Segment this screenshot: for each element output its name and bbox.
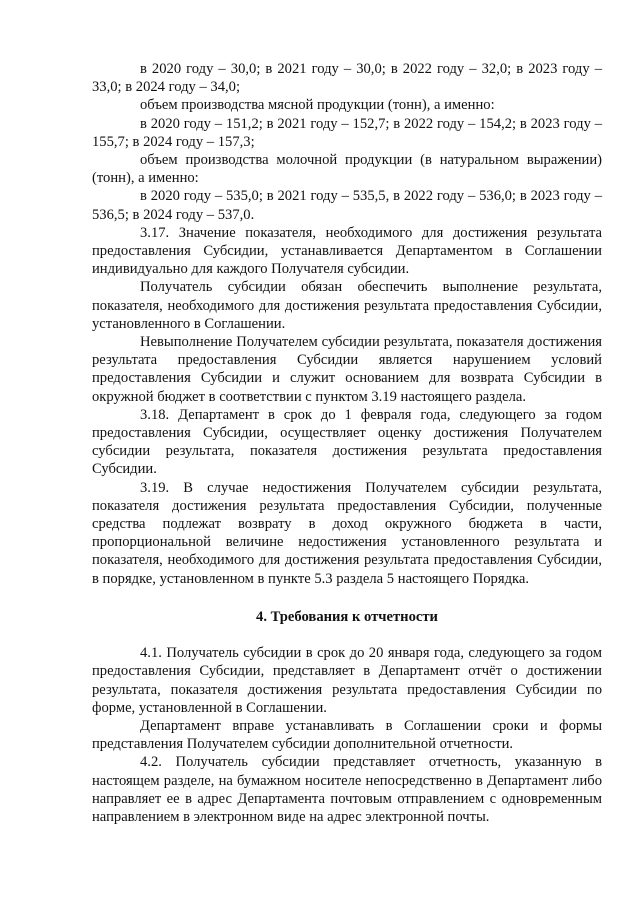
heading-spacer (92, 626, 602, 644)
paragraph-3-19: 3.19. В случае недостижения Получателем субсидии результата, показателя достижения результата предоставления Субсидии, полученные средства подлежат возврату в доход окружного бюджета в части, пропорциональной величине недостижения установленного результата и показателя, необходимого для достижения результата предоставления Субсидии, в порядке, установленном в пункте 5.3 раздела 5 настоящего Порядка. (92, 479, 602, 587)
paragraph-recipient-obligation: Получатель субсидии обязан обеспечить выполнение результата, показателя, необходимого для достижения результата предоставления Субсидии, установленного в Соглашении. (92, 279, 602, 332)
paragraph-3-17: 3.17. Значение показателя, необходимого для достижения результата предоставления Субсидии, устанавливается Департаментом в Соглашении индивидуально для каждого Получателя субсидии. (92, 224, 602, 278)
paragraph-milk-production-values: в 2020 году – 535,0; в 2021 году – 535,5, в 2022 году – 536,0; в 2023 году – 536,5; в 2024 году – 537,0. (92, 188, 602, 223)
paragraph-milk-production-intro: объем производства молочной продукции (в натуральном выражении) (тонн), а именно: (92, 152, 602, 187)
paragraph-4-2: 4.2. Получатель субсидии представляет отчетность, указанную в настоящем разделе, на бумажном носителе непосредственно в Департамент либо направляет ее в адрес Департамента почтовым отправлением с одновременным направлением в электронном виде на адрес электронной почты. (92, 754, 602, 825)
paragraph-meat-production-values: в 2020 году – 151,2; в 2021 году – 152,7; в 2022 году – 154,2; в 2023 году – 155,7; в 2024 году – 157,3; (92, 115, 602, 150)
paragraph-livestock-values-by-year: в 2020 году – 30,0; в 2021 году – 30,0; в 2022 году – 32,0; в 2023 году – 33,0; в 2024 году – 34,0; (92, 61, 602, 96)
paragraph-4-1: 4.1. Получатель субсидии в срок до 20 января года, следующего за годом предоставления Субсидии, представляет в Департамент отчёт о достижении результата, показателя достижения результата предоставления Субсидии по форме, установленной в Соглашении. (92, 645, 602, 716)
paragraph-meat-production-intro: объем производства мясной продукции (тонн), а именно: (140, 97, 495, 114)
paragraph-additional-reporting: Департамент вправе устанавливать в Соглашении сроки и формы представления Получателем субсидии дополнительной отчетности. (92, 717, 602, 753)
section-spacer (92, 588, 602, 608)
paragraph-non-fulfillment: Невыполнение Получателем субсидии результата, показателя достижения результата предоставления Субсидии является нарушением условий предоставления Субсидии и служит основанием для возврата Субсидии в окружной бюджет в соответствии с пунктом 3.19 настоящего раздела. (92, 334, 602, 405)
paragraph-3-18: 3.18. Департамент в срок до 1 февраля года, следующего за годом предоставления Субсидии, осуществляет оценку достижения Получателем субсидии результата, показателя достижения результата предоставления Субсидии. (92, 406, 602, 478)
section-heading: 4. Требования к отчетности (256, 608, 438, 625)
